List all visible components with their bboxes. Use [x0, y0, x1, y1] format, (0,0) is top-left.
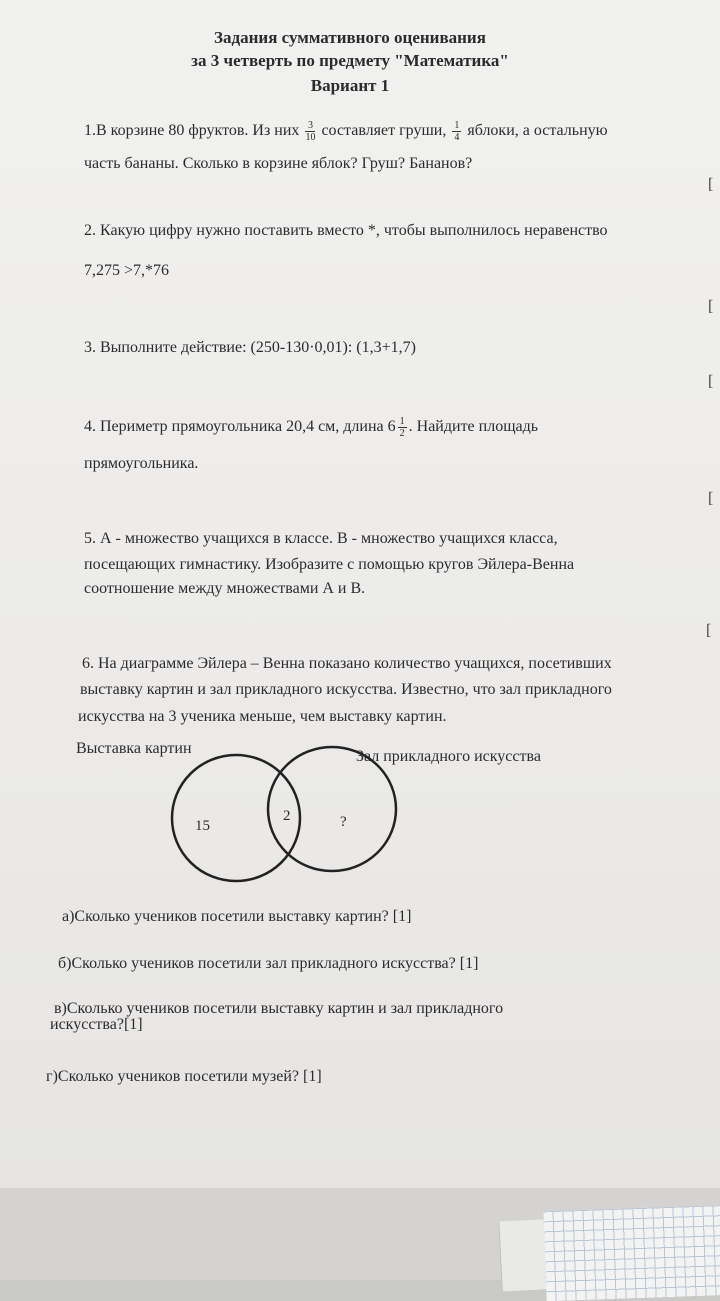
header-line-2: за 3 четверть по предмету "Математика" [191, 51, 509, 70]
question-2-line-1: 2. Какую цифру нужно поставить вместо *, чтобы выполнилось неравенство [84, 222, 608, 239]
question-4-text-a: 4. Периметр прямоугольника 20,4 см, длина 6 [84, 418, 396, 436]
fraction-1-2: $\frac{1}{2}$ [399, 416, 405, 439]
question-3-line-1: 3. Выполните действие: (250-130·0,01): (1,3+1,7) [84, 339, 416, 356]
venn-label-applied-art-hall: Зал прикладного искусства [356, 748, 541, 765]
question-6-line-1: 6. На диаграмме Эйлера – Венна показано количество учащихся, посетивших [82, 655, 612, 672]
header-variant: Вариант 1 [310, 76, 390, 95]
grid-paper [543, 1205, 720, 1301]
question-4-score-mark: [ [708, 490, 714, 507]
question-4-text-b: . Найдите площадь [408, 418, 539, 436]
question-4-line-1 [84, 416, 538, 439]
question-6-part-d: г)Сколько учеников посетили музей? [1] [46, 1068, 322, 1085]
question-5-line-1: 5. А - множество учащихся в классе. В - множество учащихся класса, [84, 530, 558, 547]
question-3-score-mark: [ [708, 373, 714, 390]
header-line-1: Задания суммативного оценивания [214, 28, 486, 47]
question-6-part-b: б)Сколько учеников посетили зал прикладного искусства? [1] [58, 955, 479, 972]
question-1-line-2: часть бананы. Сколько в корзине яблок? Груш? Бананов? [84, 155, 473, 172]
question-1-text-b: составляет груши, [321, 122, 447, 140]
question-4-line-2: прямоугольника. [84, 455, 199, 472]
question-6-line-3: искусства на 3 ученика меньше, чем выставку картин. [78, 708, 447, 725]
question-6-part-a: а)Сколько учеников посетили выставку картин? [1] [62, 908, 412, 925]
venn-diagram [160, 725, 430, 895]
circle-exhibition [172, 755, 300, 881]
question-2-score-mark: [ [708, 298, 714, 315]
venn-value-intersection: 2 [283, 808, 291, 824]
venn-value-exhibition-only: 15 [195, 818, 210, 834]
question-1-text-c: яблоки, а остальную [467, 122, 608, 140]
venn-label-exhibition: Выставка картин [76, 740, 192, 757]
question-5-line-2: посещающих гимнастику. Изобразите с помощью кругов Эйлера-Венна [84, 556, 575, 573]
fraction-3-10: $\frac{3}{10}$ [305, 120, 316, 143]
question-6-part-c-line-2: искусства?[1] [50, 1016, 143, 1033]
question-2-inequality: 7,275 >7,*76 [84, 262, 170, 279]
question-1-line-1 [84, 120, 608, 143]
question-5-score-mark: [ [706, 622, 712, 639]
question-6-part-c-line-1: в)Сколько учеников посетили выставку картин и зал прикладного [54, 1000, 504, 1017]
fraction-1-4: $\frac{1}{4}$ [454, 120, 460, 143]
question-1-score-mark: [ [708, 176, 714, 193]
question-5-line-3: соотношение между множествами А и В. [84, 580, 366, 597]
venn-value-hall-only: ? [340, 814, 347, 830]
question-6-line-2: выставку картин и зал прикладного искусства. Известно, что зал прикладного [80, 681, 612, 698]
question-1-text-a: 1.В корзине 80 фруктов. Из них [84, 122, 300, 140]
